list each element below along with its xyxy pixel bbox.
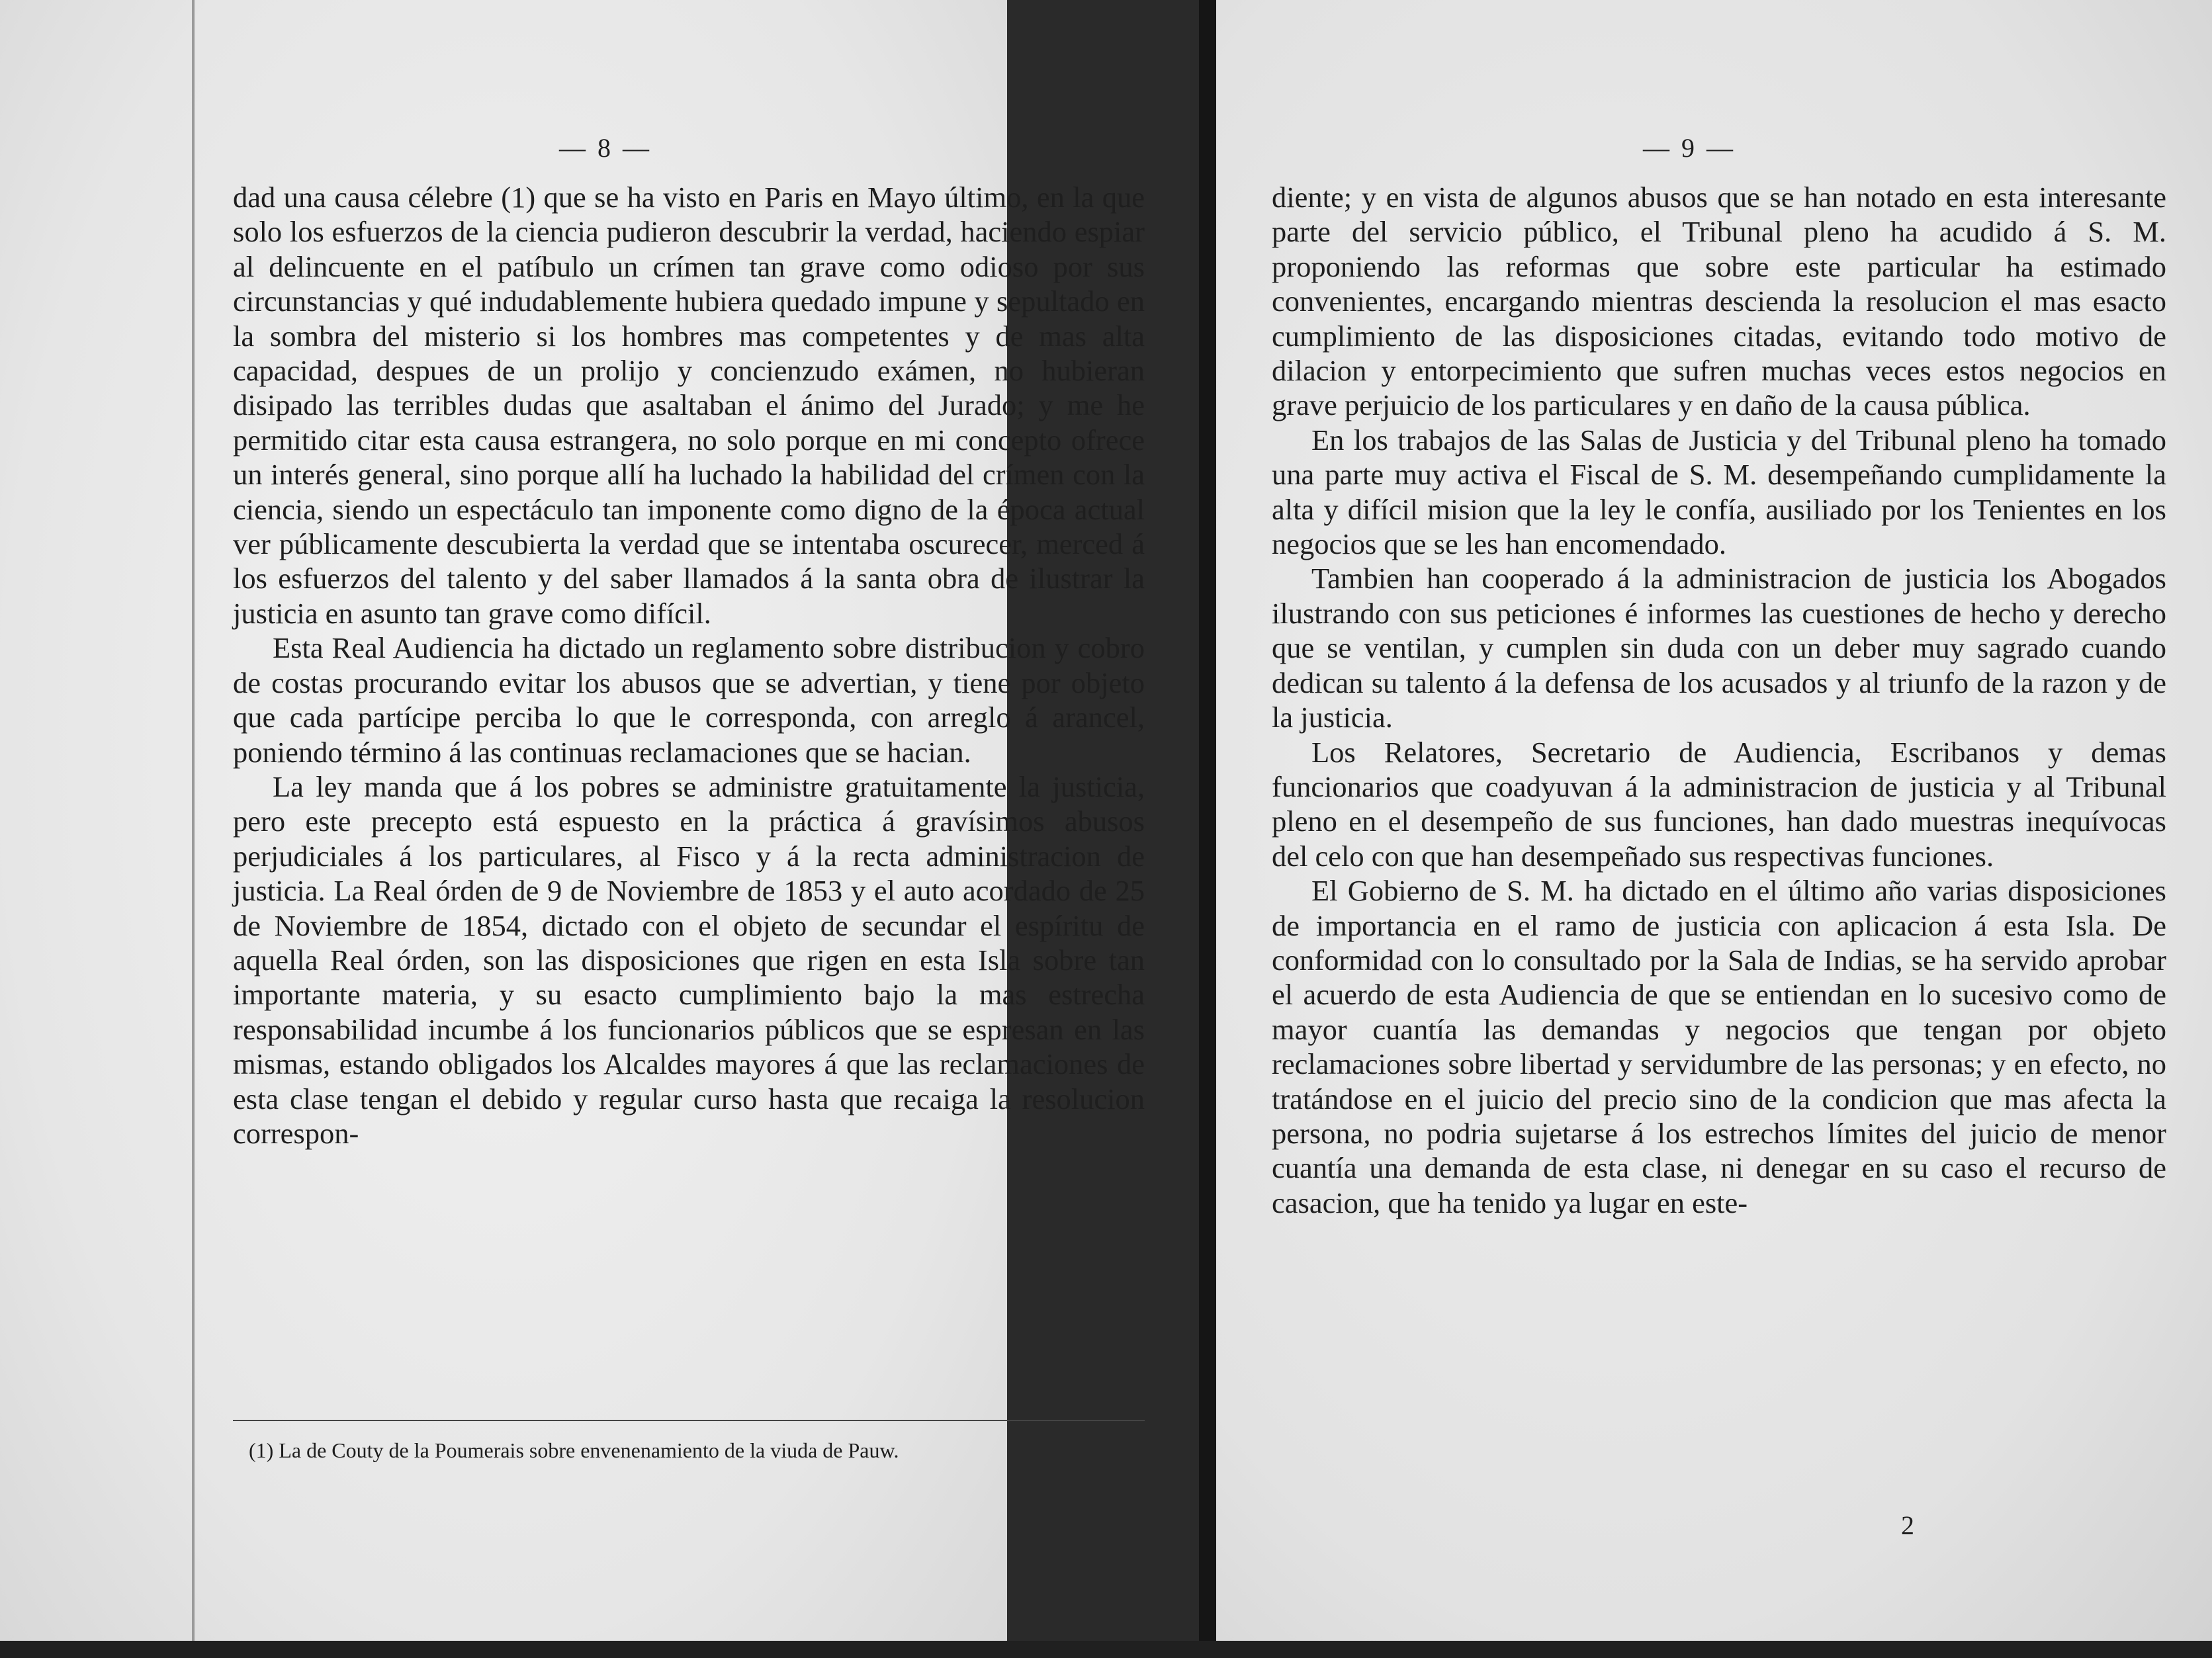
binding-edge xyxy=(192,0,195,1641)
footnote-rule xyxy=(233,1420,1145,1421)
paragraph: Esta Real Audiencia ha dictado un reglamento sobre distribucion y cobro de costas procurando evitar los abusos que se advertian, y tiene por objeto que cada partícipe perciba lo que le corresponda, con arreglo á arancel, poniendo término á las continuas reclamaciones que se hacian. xyxy=(233,631,1145,769)
paragraph: dad una causa célebre (1) que se ha visto en Paris en Mayo último, en la que solo los esfuerzos de la ciencia pudieron descubrir la verdad, haciendo espiar al delincuente en el patíbulo un crímen tan grave como odioso por sus circunstancias y qué indudablemente hubiera quedado impune y sepultado en la sombra del misterio si los hombres mas competentes y de mas alta capacidad, despues de un prolijo y concienzudo exámen, no hubieran disipado las terribles dudas que asaltaban el ánimo del Jurado; y me he permitido citar esta causa estrangera, no solo porque en mi concepto ofrece un interés general, sino porque allí ha luchado la habilidad del crímen con la ciencia, siendo un espectáculo tan imponente como digno de la época actual ver públicamente descubierta la verdad que se intentaba oscurecer, merced á los esfuerzos del talento y del saber llamados á la santa obra de ilustrar la justicia en asunto tan grave como difícil. xyxy=(233,181,1145,630)
paragraph: La ley manda que á los pobres se administre gratuitamente la justicia, pero este precepto está espuesto en la práctica á gravísimos abusos perjudiciales á los particulares, al Fisco y á la recta administracion de justicia. La Real órden de 9 de Noviembre de 1853 y el auto acordado de 25 de Noviembre de 1854, dictado con el objeto de secundar el espíritu de aquella Real órden, son las disposiciones que rigen en esta Isla sobre tan importante materia, y su esacto cumplimiento bajo la mas estrecha responsabilidad incumbe á los funcionarios públicos que se espresan en las mismas, estando obligados los Alcaldes mayores á que las reclamaciones de esta clase tengan el debido y regular curso hasta que recaiga la resolucion correspon- xyxy=(233,769,1145,1150)
paragraph: En los trabajos de las Salas de Justicia y del Tribunal pleno ha tomado una parte muy activa el Fiscal de S. M. desempeñando cumplidamente la alta y difícil mision que la ley le confía, ausiliado por los Tenientes en los negocios que se les han encomendado. xyxy=(1272,423,2166,561)
right-page-body xyxy=(1272,180,2166,1220)
paragraph: diente; y en vista de algunos abusos que se han notado en esta interesante parte del servicio público, el Tribunal pleno ha acudido á S. M. proponiendo las reformas que sobre este particular ha estimado convenientes, encargando mientras descienda la resolucion el mas esacto cumplimiento de las disposiciones citadas, evitando todo motivo de dilacion y entorpecimiento que sufren muchas veces estos negocios en grave perjuicio de los particulares y en daño de la causa pública. xyxy=(1272,181,2166,422)
paragraph: Los Relatores, Secretario de Audiencia, Escribanos y demas funcionarios que coadyuvan á la administracion de justicia y al Tribunal pleno en el desempeño de sus funciones, han dado muestras inequívocas del celo con que han desempeñado sus respectivas funciones. xyxy=(1272,735,2166,873)
footnote: (1) La de Couty de la Poumerais sobre envenenamiento de la viuda de Pauw. xyxy=(249,1438,899,1462)
right-page xyxy=(1216,0,2212,1641)
paragraph: El Gobierno de S. M. ha dictado en el último año varias disposiciones de importancia en el ramo de justicia con aplicacion á esta Isla. De conformidad con lo consultado por la Sala de Indias, se ha servido aprobar el acuerdo de esta Audiencia de que se entiendan en lo sucesivo como de mayor cuantía las demandas y negocios que tengan por objeto reclamaciones sobre libertad y servidumbre de las personas; y en efecto, no tratándose en el juicio del precio sino de la condicion que mas afecta la persona, no podria sujetarse á los estrechos límites del juicio de menor cuantía una demanda de esta clase, ni denegar en su caso el recurso de casacion, que ha tenido ya lugar en este- xyxy=(1272,874,2166,1219)
signature-mark: 2 xyxy=(1901,1510,1914,1540)
left-page-body xyxy=(233,180,1145,1151)
scan-bottom-edge xyxy=(0,1641,2212,1658)
paragraph: Tambien han cooperado á la administracion de justicia los Abogados ilustrando con sus peticiones é informes las cuestiones de hecho y derecho que se ventilan, y cumplen sin duda con un deber muy sagrado cuando dedican su talento á la defensa de los acusados y al triunfo de la razon y de la justicia. xyxy=(1272,562,2166,734)
page-number: — 9 — xyxy=(1643,133,1736,163)
page-number: — 8 — xyxy=(559,133,652,163)
book-gutter xyxy=(1199,0,1216,1641)
